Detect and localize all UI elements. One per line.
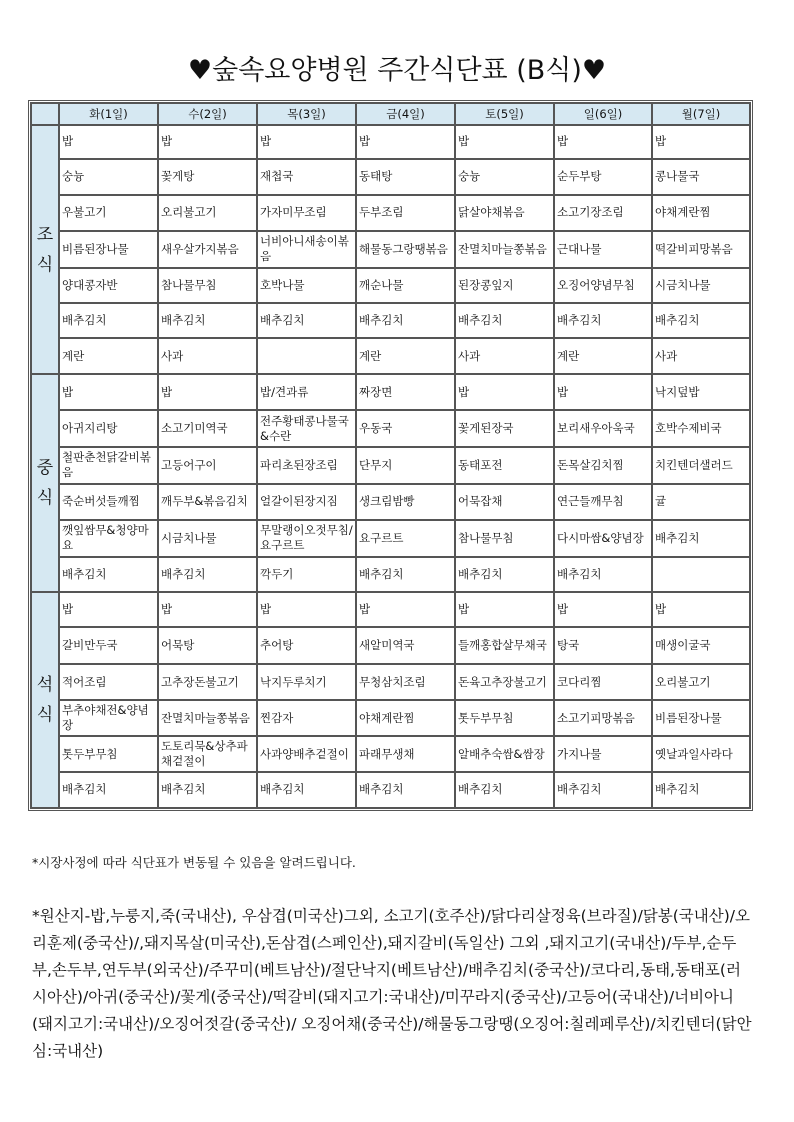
menu-cell: 배추김치: [59, 303, 158, 338]
menu-cell: 사과: [455, 338, 554, 374]
menu-cell: 배추김치: [356, 772, 455, 808]
header-corner: [31, 103, 59, 125]
menu-cell: 닭살야채볶음: [455, 195, 554, 231]
menu-cell: 참나물무침: [158, 268, 257, 304]
menu-cell: 가자미무조림: [257, 195, 356, 231]
menu-cell: 오리불고기: [652, 664, 750, 700]
menu-cell: 밥: [455, 125, 554, 159]
menu-cell: 소고기피망볶음: [554, 700, 652, 736]
menu-cell: 새알미역국: [356, 627, 455, 664]
menu-cell: [652, 557, 750, 592]
menu-cell: 시금치나물: [158, 520, 257, 557]
menu-cell: 배추김치: [455, 557, 554, 592]
menu-cell: 계란: [356, 338, 455, 374]
menu-cell: 해물동그랑땡볶음: [356, 231, 455, 268]
menu-cell: 매생이굴국: [652, 627, 750, 664]
menu-cell: 짜장면: [356, 374, 455, 410]
menu-cell: 치킨텐더샐러드: [652, 447, 750, 484]
menu-cell: 배추김치: [158, 772, 257, 808]
day-header: 목(3일): [257, 103, 356, 125]
menu-cell: 아귀지리탕: [59, 410, 158, 447]
menu-cell: 찐감자: [257, 700, 356, 736]
menu-cell: 배추김치: [158, 557, 257, 592]
menu-cell: 배추김치: [455, 303, 554, 338]
menu-cell: 밥: [158, 592, 257, 628]
menu-cell: 우동국: [356, 410, 455, 447]
menu-cell: 밥: [59, 125, 158, 159]
menu-row: [31, 664, 750, 700]
origin-info: *원산지-밥,누룽지,죽(국내산), 우삼겹(미국산)그외, 소고기(호주산)/닭다리살정육(브라질)/닭봉(국내산)/오리훈제(중국산)/,돼지목살(미국산),돈삼겹(스페인산),돼지갈비(독일산) 그외 ,돼지고기(국내산)/두부,순두부,손두부,연두부(외국산)/주꾸미(베트남산)/절단낙지(베트남산)/배추김치(중국산)/코다리,동태,동태포(러시아산)/아귀(중국산)/꽃게(중국산)/떡갈비(돼지고기:국내산)/미꾸라지(중국산)/고등어(국내산)/너비아니(돼지고기:국내산)/오징어젓갈(중국산)/ 오징어채(중국산)/해물동그랑땡(오징어:칠레페루산)/치킨텐더(닭안심:국내산): [32, 907, 752, 1060]
menu-cell: 깻잎쌈무&청양마요: [59, 520, 158, 557]
meal-label: [31, 125, 59, 374]
menu-cell: 밥: [554, 125, 652, 159]
menu-cell: 소고기장조림: [554, 195, 652, 231]
menu-cell: 호박나물: [257, 268, 356, 304]
menu-cell: 밥/견과류: [257, 374, 356, 410]
menu-cell: 숭늉: [455, 159, 554, 195]
menu-cell: 순두부탕: [554, 159, 652, 195]
menu-row: [31, 159, 750, 195]
menu-cell: 잔멸치마늘쫑볶음: [158, 700, 257, 736]
menu-cell: 호박수제비국: [652, 410, 750, 447]
menu-cell: 밥: [455, 592, 554, 628]
menu-cell: 밥: [158, 374, 257, 410]
day-header: 금(4일): [356, 103, 455, 125]
menu-cell: 밥: [257, 592, 356, 628]
menu-cell: 연근들깨무침: [554, 484, 652, 520]
menu-cell: 동태포전: [455, 447, 554, 484]
menu-row: [31, 410, 750, 447]
meal-label-char: 식: [36, 704, 54, 725]
menu-cell: 밥: [59, 592, 158, 628]
menu-cell: 배추김치: [257, 303, 356, 338]
menu-row: [31, 772, 750, 808]
menu-cell: 비름된장나물: [652, 700, 750, 736]
menu-cell: 생크림밤빵: [356, 484, 455, 520]
menu-cell: 깍두기: [257, 557, 356, 592]
day-header: 일(6일): [554, 103, 652, 125]
menu-cell: 오징어양념무침: [554, 268, 652, 304]
menu-row: [31, 268, 750, 304]
menu-cell: 야채계란찜: [652, 195, 750, 231]
menu-cell: 비름된장나물: [59, 231, 158, 268]
menu-cell: 톳두부무침: [59, 736, 158, 772]
menu-cell: 적어조림: [59, 664, 158, 700]
header-row: [31, 103, 750, 125]
menu-cell: 사과: [158, 338, 257, 374]
menu-cell: 무말랭이오젓무침/요구르트: [257, 520, 356, 557]
menu-cell: 들깨홍합살무채국: [455, 627, 554, 664]
page-title: ♥숲속요양병원 주간식단표 (B식)♥: [187, 55, 607, 86]
meal-label-char: 식: [36, 487, 54, 508]
menu-cell: 동태탕: [356, 159, 455, 195]
menu-cell: 계란: [59, 338, 158, 374]
menu-cell: 고추장돈불고기: [158, 664, 257, 700]
menu-cell: 양대콩자반: [59, 268, 158, 304]
menu-cell: 얼갈이된장지짐: [257, 484, 356, 520]
menu-row: [31, 338, 750, 374]
menu-cell: 너비아니새송이볶음: [257, 231, 356, 268]
menu-cell: 요구르트: [356, 520, 455, 557]
menu-cell: 부추야채전&양념장: [59, 700, 158, 736]
menu-cell: 배추김치: [59, 557, 158, 592]
menu-row: [31, 520, 750, 557]
menu-cell: 죽순버섯들깨찜: [59, 484, 158, 520]
menu-cell: 밥: [554, 374, 652, 410]
menu-cell: 도토리묵&상추파채겉절이: [158, 736, 257, 772]
menu-cell: 된장콩잎지: [455, 268, 554, 304]
menu-cell: 배추김치: [554, 772, 652, 808]
menu-cell: 꽃게탕: [158, 159, 257, 195]
menu-cell: 야채계란찜: [356, 700, 455, 736]
menu-cell: 배추김치: [554, 303, 652, 338]
meal-label-char: 식: [36, 254, 54, 275]
menu-cell: 콩나물국: [652, 159, 750, 195]
menu-cell: 어묵잡채: [455, 484, 554, 520]
menu-cell: 근대나물: [554, 231, 652, 268]
menu-cell: 두부조림: [356, 195, 455, 231]
menu-cell: 밥: [554, 592, 652, 628]
menu-cell: 밥: [158, 125, 257, 159]
menu-row: [31, 700, 750, 736]
notice-text: *시장사정에 따라 식단표가 변동될 수 있음을 알려드립니다.: [32, 855, 356, 870]
menu-cell: 돈목살김치찜: [554, 447, 652, 484]
menu-cell: 배추김치: [652, 772, 750, 808]
menu-cell: 보리새우아욱국: [554, 410, 652, 447]
menu-cell: 배추김치: [257, 772, 356, 808]
menu-cell: 가지나물: [554, 736, 652, 772]
menu-cell: 사과: [652, 338, 750, 374]
menu-cell: 무청삼치조림: [356, 664, 455, 700]
menu-row: [31, 447, 750, 484]
menu-cell: 숭늉: [59, 159, 158, 195]
menu-cell: 배추김치: [652, 520, 750, 557]
menu-cell: 코다리찜: [554, 664, 652, 700]
menu-cell: 고등어구이: [158, 447, 257, 484]
menu-cell: 낙지두루치기: [257, 664, 356, 700]
menu-cell: 배추김치: [356, 557, 455, 592]
meal-label-char: 중: [36, 457, 54, 478]
menu-cell: 밥: [652, 125, 750, 159]
day-header: 토(5일): [455, 103, 554, 125]
menu-cell: 파리초된장조림: [257, 447, 356, 484]
menu-cell: 소고기미역국: [158, 410, 257, 447]
meal-label: [31, 592, 59, 808]
weekly-menu-table: [31, 103, 750, 808]
menu-row: [31, 557, 750, 592]
menu-cell: 탕국: [554, 627, 652, 664]
menu-cell: 떡갈비피망볶음: [652, 231, 750, 268]
menu-cell: 파래무생채: [356, 736, 455, 772]
menu-cell: [257, 338, 356, 374]
menu-cell: 갈비만두국: [59, 627, 158, 664]
menu-row: [31, 231, 750, 268]
menu-cell: 어묵탕: [158, 627, 257, 664]
menu-cell: 계란: [554, 338, 652, 374]
menu-cell: 새우살가지볶음: [158, 231, 257, 268]
menu-cell: 배추김치: [158, 303, 257, 338]
menu-cell: 우불고기: [59, 195, 158, 231]
day-header: 월(7일): [652, 103, 750, 125]
menu-cell: 배추김치: [356, 303, 455, 338]
menu-cell: 다시마쌈&양념장: [554, 520, 652, 557]
menu-row: [31, 484, 750, 520]
menu-cell: 밥: [356, 592, 455, 628]
menu-cell: 배추김치: [455, 772, 554, 808]
menu-row: [31, 592, 750, 628]
day-header: 수(2일): [158, 103, 257, 125]
menu-row: [31, 736, 750, 772]
menu-cell: 낙지덮밥: [652, 374, 750, 410]
meal-label-char: 석: [36, 674, 54, 695]
menu-cell: 깨순나물: [356, 268, 455, 304]
menu-row: [31, 374, 750, 410]
menu-cell: 단무지: [356, 447, 455, 484]
menu-cell: 배추김치: [554, 557, 652, 592]
menu-cell: 밥: [257, 125, 356, 159]
menu-cell: 귤: [652, 484, 750, 520]
menu-cell: 밥: [59, 374, 158, 410]
menu-cell: 배추김치: [59, 772, 158, 808]
menu-cell: 배추김치: [652, 303, 750, 338]
menu-cell: 사과양배추겉절이: [257, 736, 356, 772]
menu-cell: 철판춘천닭갈비볶음: [59, 447, 158, 484]
menu-cell: 밥: [356, 125, 455, 159]
menu-cell: 밥: [455, 374, 554, 410]
menu-cell: 돈육고추장불고기: [455, 664, 554, 700]
menu-cell: 꽃게된장국: [455, 410, 554, 447]
menu-cell: 전주황태콩나물국&수란: [257, 410, 356, 447]
day-header: 화(1일): [59, 103, 158, 125]
menu-cell: 톳두부무침: [455, 700, 554, 736]
menu-cell: 참나물무침: [455, 520, 554, 557]
menu-cell: 오리불고기: [158, 195, 257, 231]
menu-cell: 깨두부&볶음김치: [158, 484, 257, 520]
meal-label: [31, 374, 59, 591]
menu-row: [31, 125, 750, 159]
menu-row: [31, 627, 750, 664]
menu-cell: 재첩국: [257, 159, 356, 195]
menu-cell: 밥: [652, 592, 750, 628]
menu-row: [31, 303, 750, 338]
menu-cell: 알배추숙쌈&쌈장: [455, 736, 554, 772]
menu-cell: 잔멸치마늘쫑볶음: [455, 231, 554, 268]
menu-cell: 추어탕: [257, 627, 356, 664]
meal-label-char: 조: [36, 224, 54, 245]
menu-cell: 옛날과일사라다: [652, 736, 750, 772]
menu-cell: 시금치나물: [652, 268, 750, 304]
menu-row: [31, 195, 750, 231]
